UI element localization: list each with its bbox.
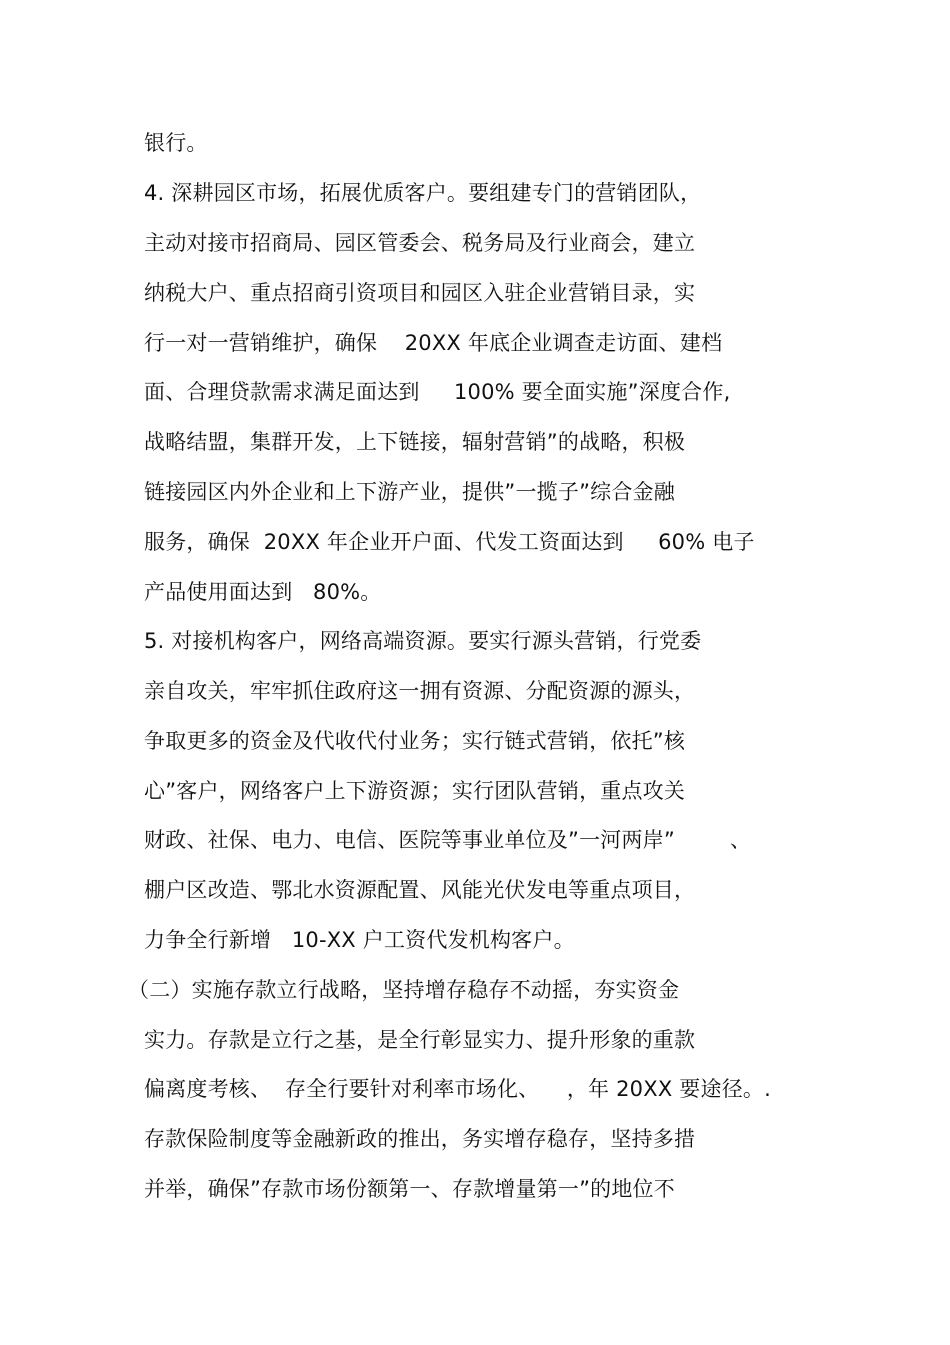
text-line: 偏离度考核、 存全行要针对利率市场化、 ，年 20XX 要途径。. (144, 1077, 771, 1101)
text-line: 主动对接市招商局、园区管委会、税务局及行业商会，建立 (144, 231, 696, 255)
text-line: 争取更多的资金及代收代付业务；实行链式营销，依托”核 (144, 729, 686, 753)
text-line: 实力。存款是立行之基，是全行彰显实力、提升形象的重款 (144, 1028, 696, 1052)
text-line: 链接园区内外企业和上下游产业，提供”一揽子”综合金融 (144, 480, 675, 504)
text-line: 行一对一营销维护，确保 20XX 年底企业调查走访面、建档 (144, 331, 723, 355)
text-line: 力争全行新增 10-XX 户工资代发机构客户。 (144, 928, 575, 952)
text-line: 4. 深耕园区市场，拓展优质客户。要组建专门的营销团队， (144, 181, 702, 205)
text-line: 5. 对接机构客户，网络高端资源。要实行源头营销，行党委 (144, 629, 702, 653)
text-line: 财政、社保、电力、电信、医院等事业单位及”一河两岸” 、 (144, 828, 752, 852)
text-line: 服务，确保 20XX 年企业开户面、代发工资面达到 60% 电子 (144, 530, 755, 554)
text-line: 棚户区改造、鄂北水资源配置、风能光伏发电等重点项目， (144, 878, 696, 902)
text-line: 并举，确保”存款市场份额第一、存款增量第一”的地位不 (144, 1177, 675, 1201)
text-line: 亲自攻关，牢牢抓住政府这一拥有资源、分配资源的源头， (144, 679, 696, 703)
text-line: 面、合理贷款需求满足面达到 100% 要全面实施”深度合作, (144, 380, 731, 404)
text-line: 存款保险制度等金融新政的推出，务实增存稳存，坚持多措 (144, 1127, 696, 1151)
section-heading: （二）实施存款立行战略，坚持增存稳存不动摇，夯实资金 (128, 978, 680, 1002)
text-line: 银行。 (144, 131, 208, 155)
text-line: 产品使用面达到 80%。 (144, 580, 382, 604)
text-line: 心”客户，网络客户上下游资源；实行团队营销，重点攻关 (144, 779, 686, 803)
text-line: 纳税大户、重点招商引资项目和园区入驻企业营销目录，实 (144, 281, 696, 305)
text-line: 战略结盟，集群开发，上下链接，辐射营销”的战略，积极 (144, 430, 686, 454)
